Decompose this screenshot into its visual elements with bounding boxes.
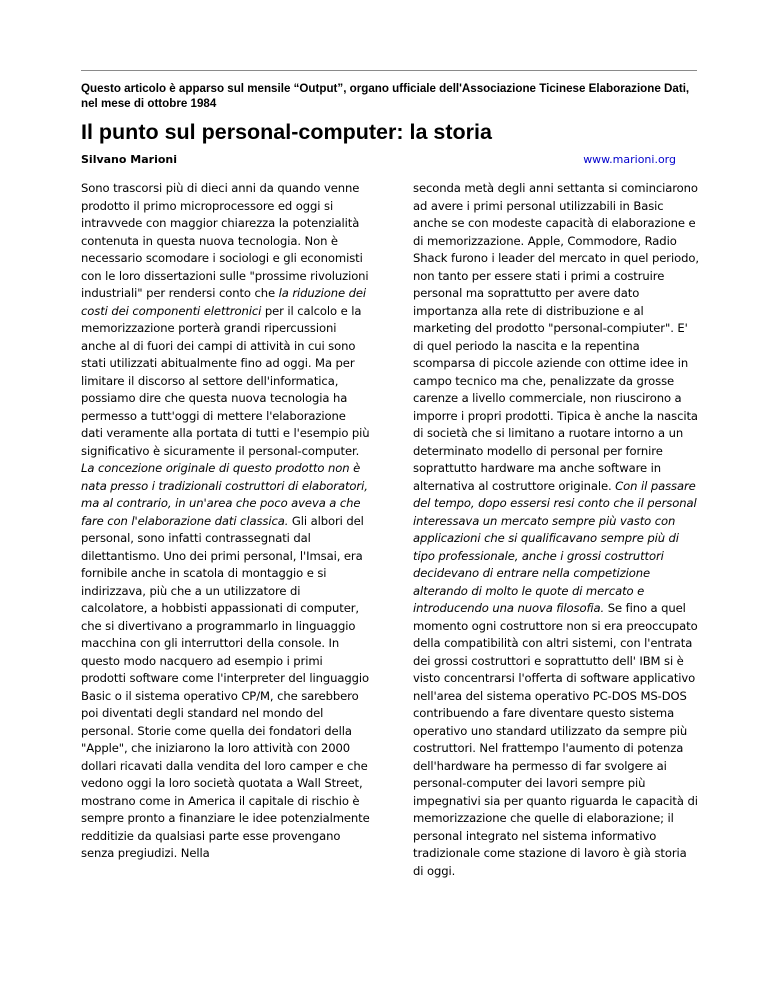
column-text: per il calcolo e la memorizzazione porterà grandi ripercussioni anche al di fuori dei campi di attività in cui sono stati utilizzati abitualmente fino ad oggi. Ma per limitare il discorso al settore dell'informatica, possiamo dire che questa nuova tecnologia ha permesso a tutt'oggi di mettere l'elaborazione dati veramente alla portata di tutti e l'esempio più significativo è sicuramente il personal-computer. [81, 303, 370, 458]
emphasis-text: Con il passare del tempo, dopo essersi resi conto che il personal interessava un mercato sempre più vasto con applicazioni che si qualificavano sempre più di tipo professionale, anche i grossi costruttori decidevano di entrare nella competizione alterando di molto le quote di mercato e introducendo una nuova filosofia. [413, 478, 697, 615]
column-text: seconda metà degli anni settanta si cominciarono ad avere i primi personal utilizzabili in Basic anche se con modeste capacità di elaborazione e di memorizzazione. Apple, Commodore, Radio Shack furono i leader del mercato in quel periodo, non tanto per essere stati i primi a costruire personal ma soprattutto per avere dato importanza alla rete di distribuzione e al marketing del prodotto "personal-compiuter". E' di quel periodo la nascita e la repentina scomparsa di piccole aziende con ottime idee in campo tecnico ma che, penalizzate da grosse carenze a livello commerciale, non riuscirono a imporre i propri prodotti. Tipica è anche la nascita di società che si limitano a ruotare intorno a un determinato modello di personal per fornire soprattutto hardware ma anche software in alternativa al costruttore originale. [413, 181, 699, 493]
emphasis-text: La concezione originale di questo prodotto non è nata presso i tradizionali costruttori di elaboratori, ma al contrario, in un'area che poco aveva a che fare con l'elaborazione dati classica. [81, 461, 368, 528]
column-text: Se fino a quel momento ogni costruttore non si era preoccupato della compatibilità con altri sistemi, con l'entrata dei grossi costruttori e soprattutto dell' IBM si è visto concentrarsi l'offerta di software applicativo nell'area del sistema operativo PC-DOS MS-DOS contribuendo a fare diventare questo sistema operativo uno standard utilizzato da sempre più costruttori. Nel frattempo l'aumento di potenza dell'hardware ha permesso di far svolgere ai personal-computer dei lavori sempre più impegnativi sia per quanto riguarda le capacità di memorizzazione che quelle di elaborazione; il personal integrato nel sistema informativo tradizionale come stazione di lavoro è già storia di oggi. [413, 601, 698, 878]
article-column-left [81, 180, 370, 863]
emphasis-text: la riduzione dei costi dei componenti elettronici [81, 286, 367, 318]
author-name: Silvano Marioni [81, 153, 177, 166]
header-rule [81, 70, 697, 71]
column-text: Sono trascorsi più di dieci anni da quando venne prodotto il primo microprocessore ed oggi si intravvede con maggior chiarezza la potenzialità contenuta in questa nuova tecnologia. Non è necessario scomodare i sociologi e gli economisti con le loro dissertazioni sulle "prossime rivoluzioni industriali" per rendersi conto che [81, 181, 369, 300]
article-column-right [413, 180, 699, 880]
publication-note: Questo articolo è apparso sul mensile “Output”, organo ufficiale dell'Associazione Ticinese Elaborazione Dati, nel mese di ottobre 1984 [81, 82, 690, 110]
article-title: Il punto sul personal-computer: la storia [81, 120, 492, 144]
website-link[interactable]: www.marioni.org [583, 153, 676, 166]
column-text: Gli albori del personal, sono infatti contrassegnati dal dilettantismo. Uno dei primi personal, l'Imsai, era fornibile anche in scatola di montaggio e si indirizzava, più che a un utilizzatore di calcolatore, a hobbisti appassionati di computer, che si divertivano a programmarlo in linguaggio macchina con gli interruttori della console. In questo modo nacquero ad esempio i primi prodotti software come l'interpreter del linguaggio Basic o il sistema operativo CP/M, che sarebbero poi diventati degli standard nel mondo del personal. Storie come quella dei fondatori della "Apple", che iniziarono la loro attività con 2000 dollari ricavati dalla vendita del loro camper e che vedono oggi la loro società quotata a Wall Street, mostrano come in America il capitale di rischio è sempre pronto a finanziare le idee potenzialmente redditizie da qualsiasi parte esse provengano senza pregiudizi. Nella [81, 513, 370, 860]
